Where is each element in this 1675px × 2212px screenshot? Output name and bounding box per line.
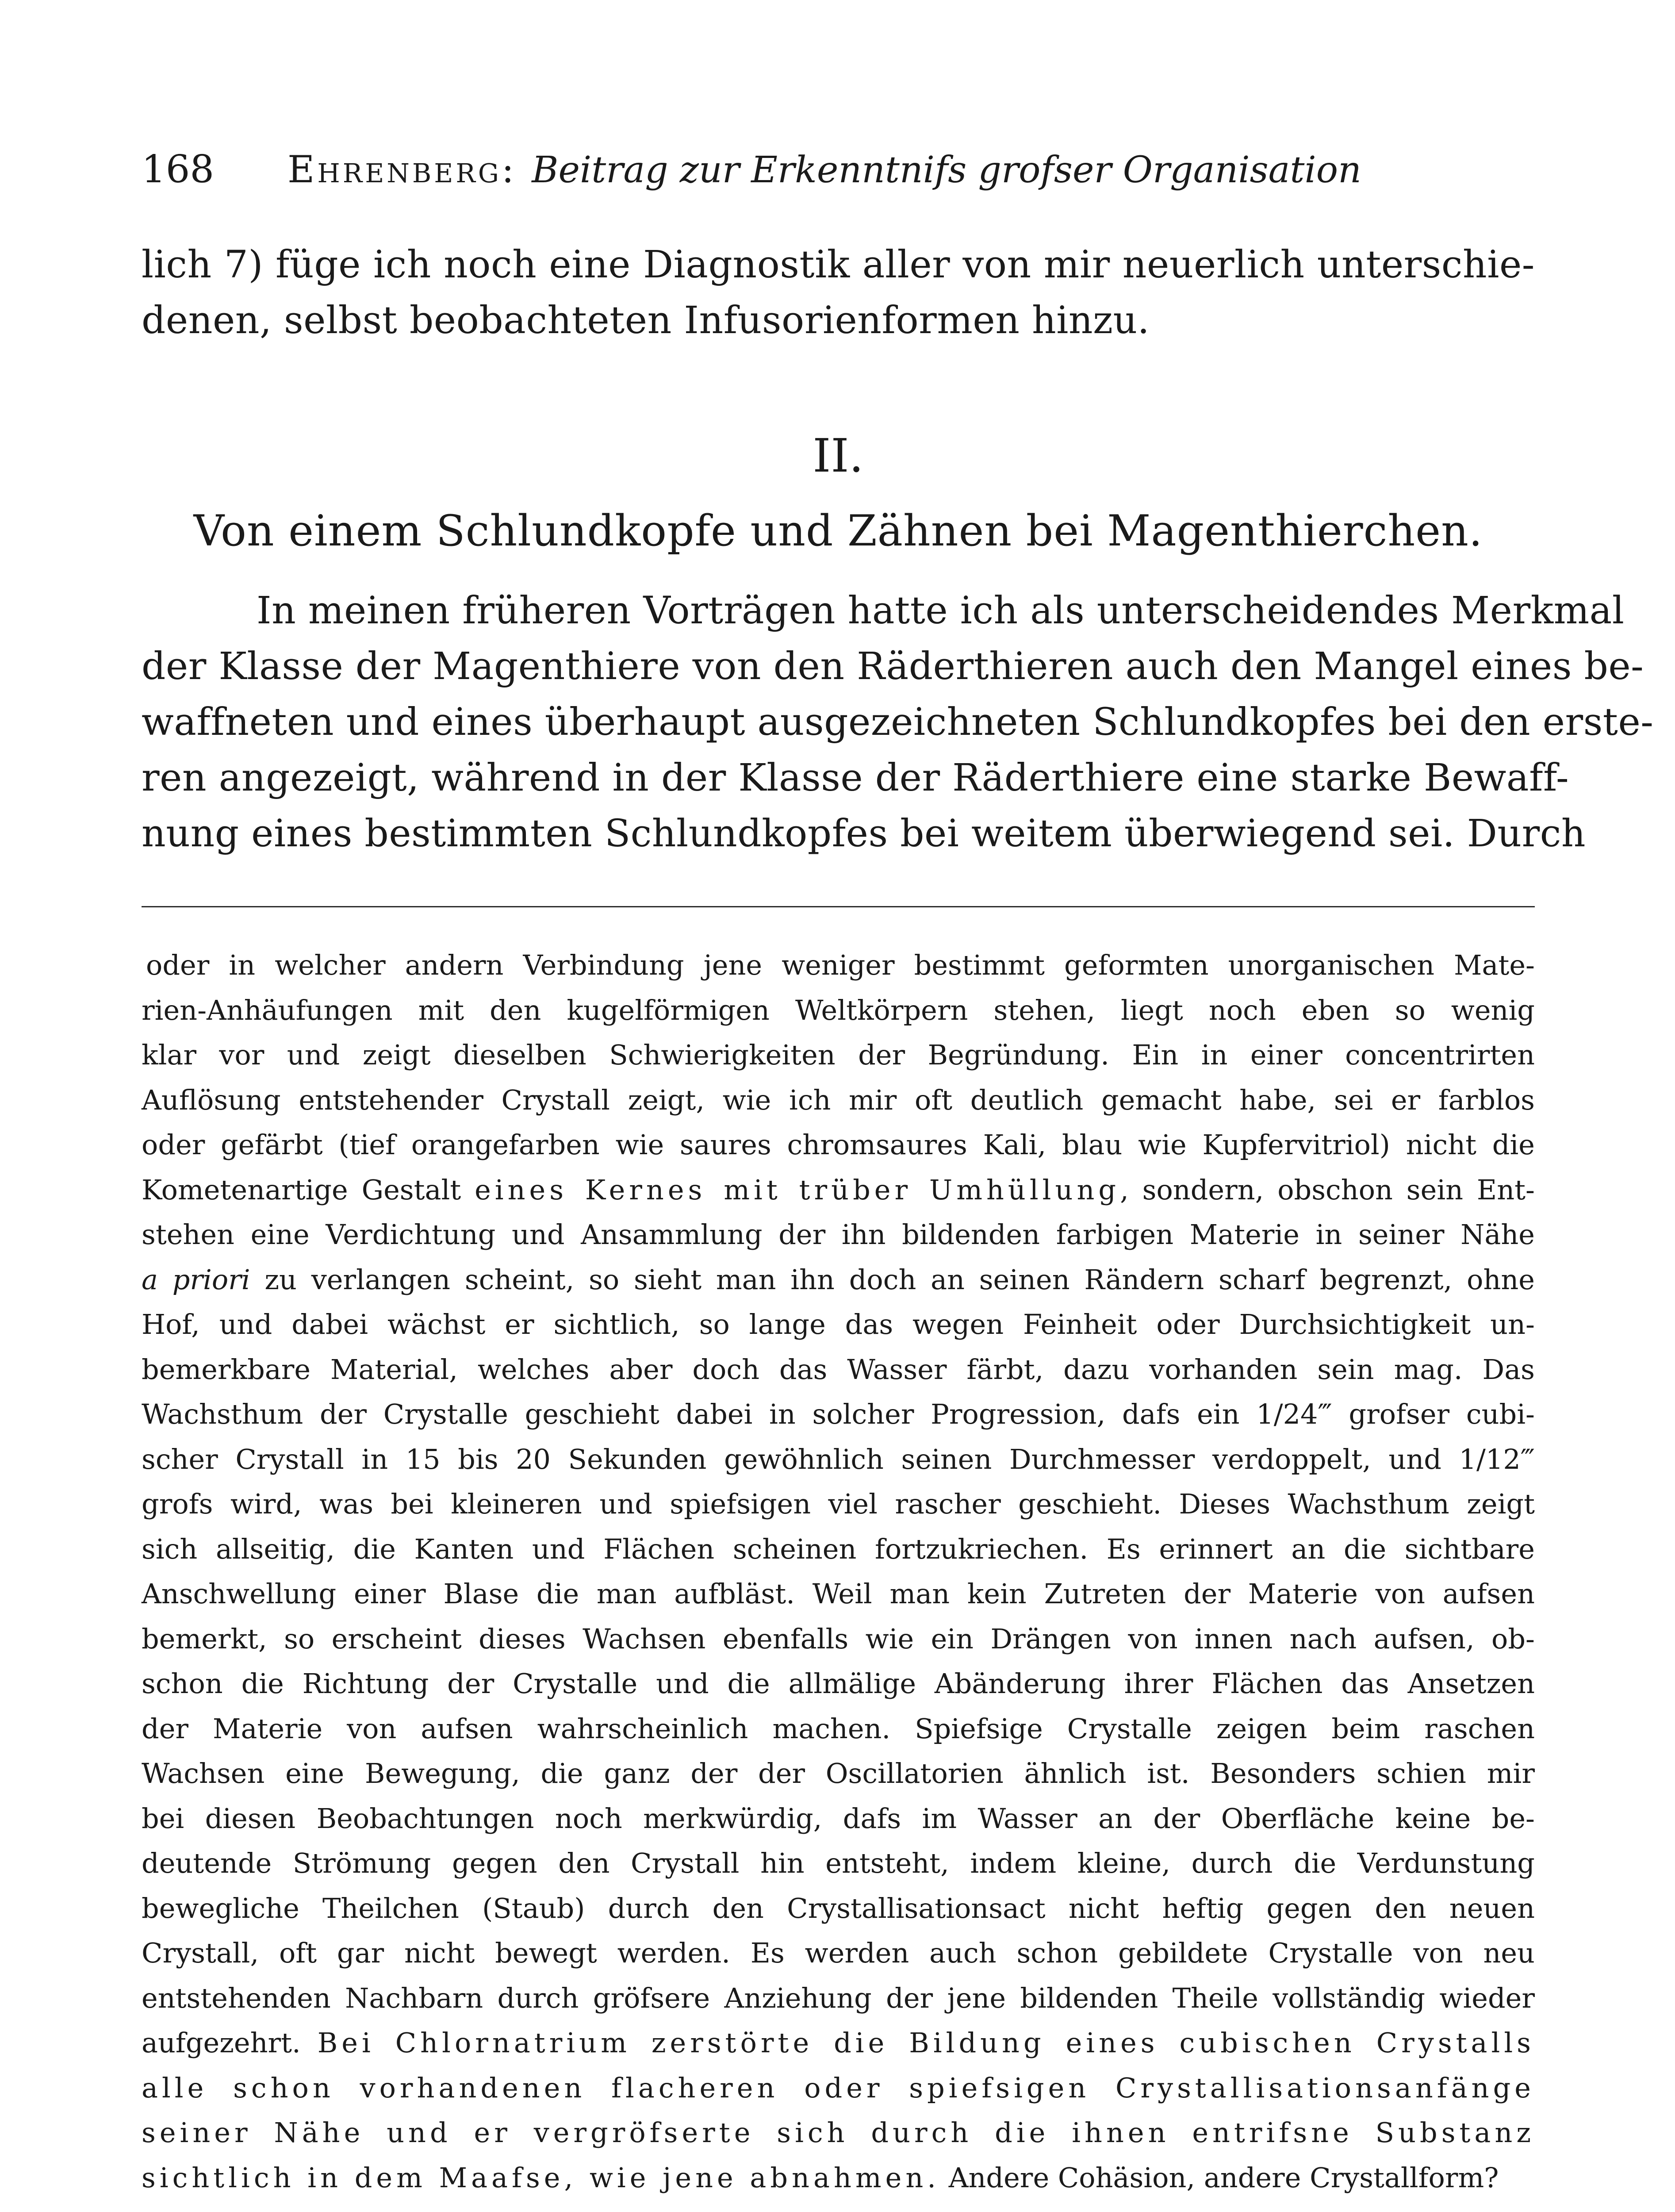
footnote-line: stehen eine Verdichtung und Ansammlung der ihn bildenden farbigen Materie in seiner Nähe [142,1218,1535,1251]
footnote-text: Andere Cohäsion, andere Crystallform? [940,2161,1499,2194]
footnote-line: alle schon vorhandenen flacheren oder spiefsigen Crystallisationsanfänge [142,2071,1535,2104]
footnote-divider [142,906,1535,907]
footnote-line: sich allseitig, die Kanten und Flächen scheinen fortzukriechen. Es erinnert an die sichtbare [142,1532,1535,1565]
running-head-title: Beitrag zur Erkenntnifs grofser Organisation [532,149,1361,191]
document-page [142,147,1654,2200]
footnote-text: scher Crystall in 15 bis 20 Sekunden gewöhnlich seinen Durchmesser verdoppelt, und [142,1443,1459,1475]
text-line: waffneten und eines überhaupt ausgezeichneten Schlundkopfes bei den erste- [142,700,1654,744]
fraction: 1/24‴ [1256,1398,1332,1430]
footnote-text: aufgezehrt. [142,2027,318,2059]
footnote-line: grofs wird, was bei kleineren und spiefsigen viel rascher geschieht. Dieses Wachsthum zeigt [142,1488,1535,1520]
text-line: der Klasse der Magenthiere von den Räderthieren auch den Mangel eines be- [142,645,1644,688]
footnote-text: , sondern, obschon sein Ent- [1120,1173,1535,1206]
footnote-line: Auflösung entstehender Crystall zeigt, wie ich mir oft deutlich gemacht habe, sei er farblos [142,1083,1535,1116]
footnote-line [142,1257,1535,1302]
footnote-line: deutende Strömung gegen den Crystall hin entsteht, indem kleine, durch die Verdunstung [142,1847,1535,1879]
text-line: lich 7) füge ich noch eine Diagnostik aller von mir neuerlich unterschie- [142,243,1535,287]
footnote-text: zu verlangen scheint, so sieht man ihn doch an seinen Rändern scharf begrenzt, ohne [250,1263,1535,1296]
text-line: nung eines bestimmten Schlundkopfes bei weitem überwiegend sei. Durch [142,812,1586,856]
footnote-line: Anschwellung einer Blase die man aufbläst. Weil man kein Zutreten der Materie von aufsen [142,1578,1535,1610]
running-head-author: Ehrenberg [287,148,502,191]
footnote-spaced-text: eines Kernes mit trüber Umhüllung [475,1173,1120,1206]
footnote-line: Wachsen eine Bewegung, die ganz der der Oscillatorien ähnlich ist. Besonders schien mir [142,1757,1535,1790]
footnote-line: oder in welcher andern Verbindung jene weniger bestimmt geformten unorganischen Mate- [146,949,1535,981]
footnote-line [142,1392,1535,1437]
text-line: denen, selbst beobachteten Infusorienformen hinzu. [142,299,1150,342]
footnote-spaced-text: sichtlich in dem Maafse, wie jene abnahmen. [142,2161,940,2194]
footnote-line [142,2020,1535,2066]
page-number: 168 [142,147,215,192]
text-line: ren angezeigt, während in der Klasse der Räderthiere eine starke Bewaff- [142,756,1569,800]
footnote-text: grofser cubi- [1332,1398,1535,1430]
footnote-line: bemerkbare Material, welches aber doch das Wasser färbt, dazu vorhanden sein mag. Das [142,1353,1535,1386]
running-head [142,147,1535,192]
running-head-colon: : [501,148,514,191]
section-number: II. [813,429,864,483]
footnote-line: Hof, und dabei wächst er sichtlich, so lange das wegen Feinheit oder Durchsichtigkeit un- [142,1308,1535,1340]
footnote-line [142,1437,1535,1482]
footnote-line [142,1167,1535,1213]
footnote-line: seiner Nähe und er vergröfserte sich durch die ihnen entrifsne Substanz [142,2116,1535,2149]
footnote-line: rien-Anhäufungen mit den kugelförmigen Weltkörpern stehen, liegt noch eben so wenig [142,994,1535,1026]
footnote-line: schon die Richtung der Crystalle und die allmälige Abänderung ihrer Flächen das Ansetzen [142,1667,1535,1700]
footnote-spaced-text: Bei Chlornatrium zerstörte die Bildung eines cubischen Crystalls [317,2027,1535,2059]
footnote-line: entstehenden Nachbarn durch gröfsere Anziehung der jene bildenden Theile vollständig wieder [142,1982,1535,2014]
main-paragraph [142,583,1654,862]
intro-paragraph [142,237,1535,349]
footnote-line: der Materie von aufsen wahrscheinlich machen. Spiefsige Crystalle zeigen beim raschen [142,1712,1535,1745]
footnote-text: Wachsthum der Crystalle geschieht dabei in solcher Progression, dafs ein [142,1398,1257,1430]
fraction: 1/12‴ [1459,1443,1535,1475]
section-heading: Von einem Schlundkopfe und Zähnen bei Magenthierchen. [193,506,1483,556]
text-line: In meinen früheren Vorträgen hatte ich als unterscheidendes Merkmal [257,589,1625,633]
footnote-line: bemerkt, so erscheint dieses Wachsen ebenfalls wie ein Drängen von innen nach aufsen, ob- [142,1622,1535,1655]
footnote-italic-text: a priori [142,1263,250,1296]
footnote-text: Kometenartige Gestalt [142,1173,475,1206]
footnote [142,943,1535,2200]
footnote-line [142,2155,1535,2200]
footnote-line: Crystall, oft gar nicht bewegt werden. Es werden auch schon gebildete Crystalle von neu [142,1937,1535,1969]
footnote-line: klar vor und zeigt dieselben Schwierigkeiten der Begründung. Ein in einer concentrirten [142,1039,1535,1071]
footnote-line: oder gefärbt (tief orangefarben wie saures chromsaures Kali, blau wie Kupfervitriol) nicht die [142,1129,1535,1161]
footnote-line: bewegliche Theilchen (Staub) durch den Crystallisationsact nicht heftig gegen den neuen [142,1892,1535,1924]
footnote-line: bei diesen Beobachtungen noch merkwürdig, dafs im Wasser an der Oberfläche keine be- [142,1802,1535,1835]
